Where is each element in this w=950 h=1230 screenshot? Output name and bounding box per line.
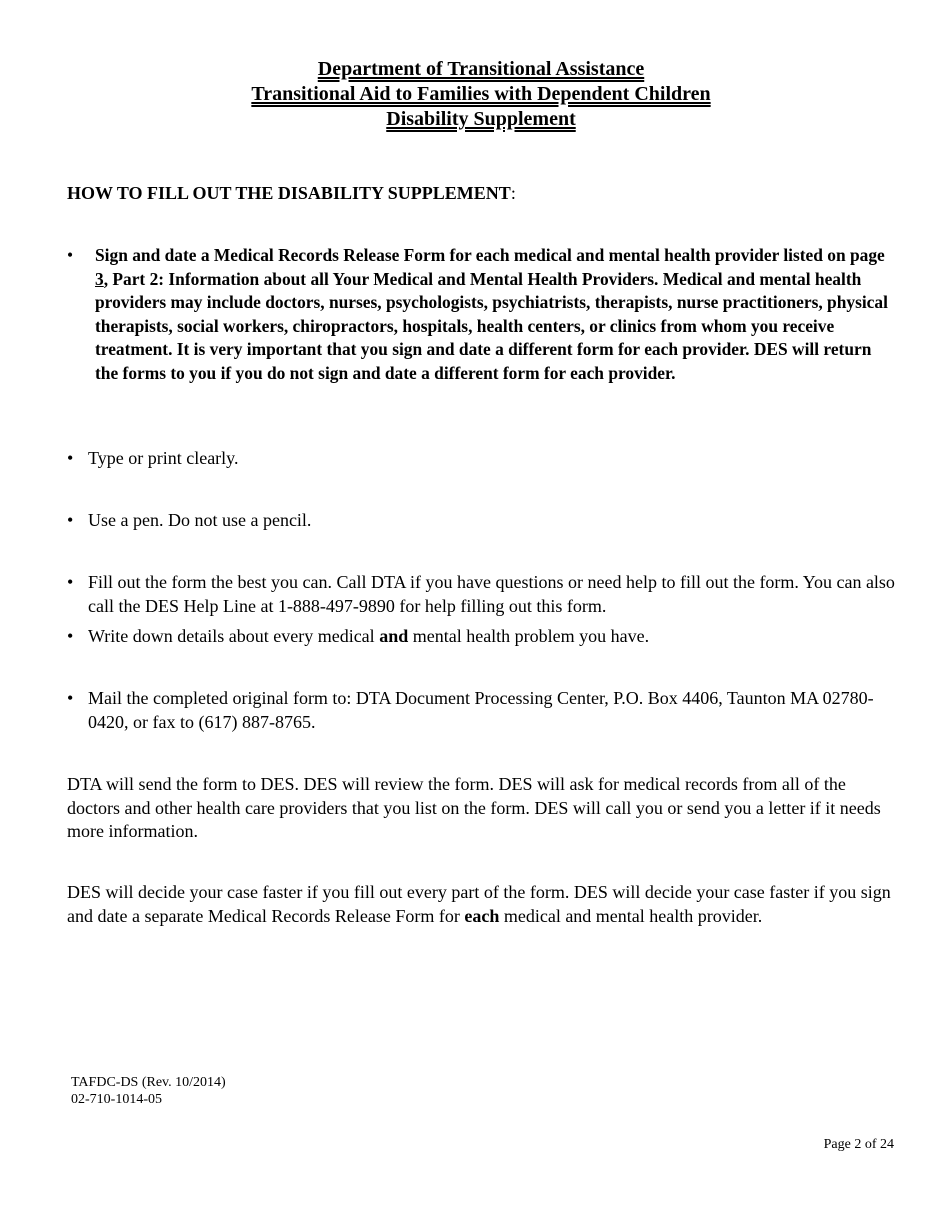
bullet-icon: • bbox=[67, 510, 74, 530]
list-item-text: Mail the completed original form to: DTA Document Processing Center, P.O. Box 4406, Taunton MA 02780-0420, or fax to (617) 887-8765. bbox=[88, 688, 874, 732]
list-item-text: Fill out the form the best you can. Call DTA if you have questions or need help to fill out the form. You can also call the DES Help Line at 1-888-497-9890 for help filling out this form. bbox=[88, 572, 895, 616]
list-item-print-clearly bbox=[67, 447, 897, 471]
document-title bbox=[0, 57, 950, 132]
section-heading: HOW TO FILL OUT THE DISABILITY SUPPLEMENT: bbox=[67, 183, 516, 203]
list-item-mail-form bbox=[67, 687, 897, 734]
list-item-write-details bbox=[67, 625, 897, 649]
form-number: 02-710-1014-05 bbox=[71, 1092, 162, 1107]
page-number: Page 2 of 24 bbox=[823, 1137, 894, 1152]
form-identifier bbox=[71, 1074, 226, 1108]
list-item-text: Type or print clearly. bbox=[88, 448, 239, 468]
bullet-icon: • bbox=[67, 572, 74, 592]
list-item-use-pen bbox=[67, 509, 897, 533]
bullet-icon: • bbox=[67, 245, 74, 265]
bullet-icon: • bbox=[67, 448, 74, 468]
title-program: Transitional Aid to Families with Dependent Children bbox=[251, 83, 711, 105]
list-item-text: Write down details about every medical and mental health problem you have. bbox=[88, 626, 650, 646]
paragraph-des-review: DTA will send the form to DES. DES will review the form. DES will ask for medical records from all of the doctors and other health care providers that you list on the form. DES will call you or send you a letter if it needs more information. bbox=[67, 774, 881, 841]
list-item-text: Sign and date a Medical Records Release Form for each medical and mental health provider listed on page 3, Part 2: Information about all Your Medical and Mental Health Providers. Medical and mental health providers may include doctors, nurses, psychologists, psychiatrists, therapists, nurse practitioners, physical therapists, social workers, chiropractors, hospitals, health centers, or clinics from whom you receive treatment. It is very important that you sign and date a different form for each provider. DES will return the forms to you if you do not sign and date a different form for each provider. bbox=[95, 245, 888, 383]
list-item-text: Use a pen. Do not use a pencil. bbox=[88, 510, 312, 530]
list-item-release-form bbox=[67, 244, 897, 385]
bullet-icon: • bbox=[67, 688, 74, 708]
title-agency: Department of Transitional Assistance bbox=[317, 58, 645, 80]
form-revision: TAFDC-DS (Rev. 10/2014) bbox=[71, 1075, 226, 1090]
title-form: Disability Supplement bbox=[386, 108, 576, 130]
bullet-icon: • bbox=[67, 626, 74, 646]
paragraph-decide-faster: DES will decide your case faster if you fill out every part of the form. DES will decide your case faster if you sign and date a separate Medical Records Release Form for each medical and mental health provider. bbox=[67, 882, 891, 926]
list-item-fill-out bbox=[67, 571, 897, 618]
